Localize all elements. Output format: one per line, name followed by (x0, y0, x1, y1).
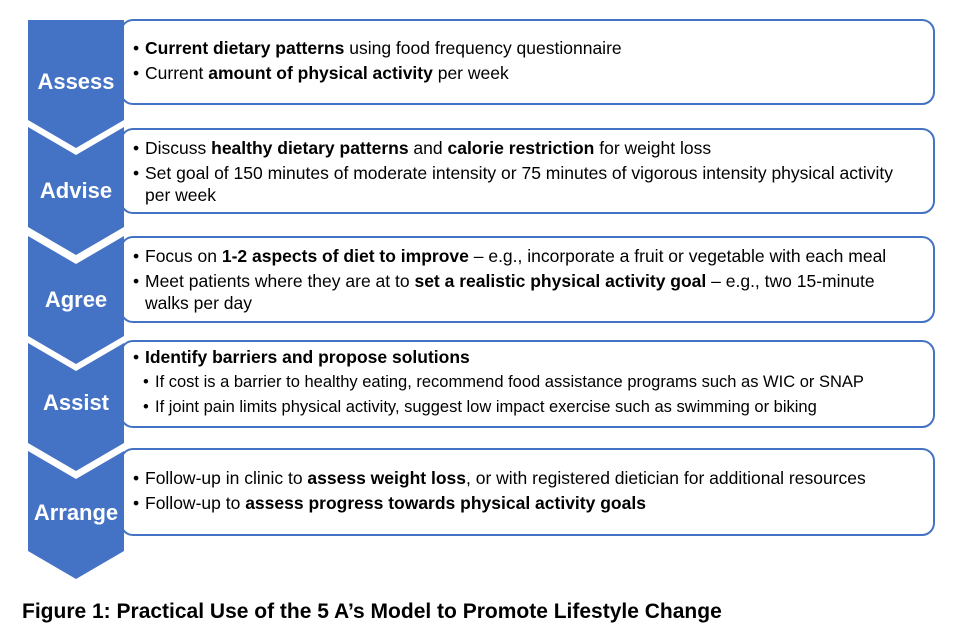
step-label-assess: Assess (37, 69, 115, 94)
text-run: Meet patients where they are at to (145, 271, 415, 291)
text-run: Follow-up in clinic to (145, 468, 308, 488)
text-run: Focus on (145, 246, 222, 266)
bullet-item (133, 62, 913, 84)
bold-text: Identify barriers and propose solutions (145, 347, 470, 367)
step-label-arrange: Arrange (33, 500, 119, 525)
bold-text: healthy dietary patterns (211, 138, 409, 158)
text-run: – e.g., incorporate a fruit or vegetable with each meal (468, 246, 887, 266)
step-text-assess (133, 37, 913, 87)
text-run: using food frequency questionnaire (344, 38, 622, 58)
text-run: Follow-up to (145, 493, 246, 513)
bullet-item (133, 346, 913, 368)
text-run: for weight loss (594, 138, 712, 158)
step-text-agree (133, 245, 913, 317)
text-run: If cost is a barrier to healthy eating, recommend food assistance programs such as WIC or SNAP (155, 373, 864, 391)
step-label-assist: Assist (42, 390, 110, 415)
bullet-item (133, 245, 913, 267)
bold-text: 1-2 aspects of diet to improve (221, 246, 469, 266)
text-run: Set goal of 150 minutes of moderate intensity or 75 minutes of vigorous intensity physical activity per week (145, 163, 894, 205)
text-run: , or with registered dietician for additional resources (465, 468, 866, 488)
text-run: Current (145, 63, 209, 83)
bold-text: calorie restriction (447, 138, 595, 158)
bullet-item (133, 162, 913, 206)
step-text-advise (133, 137, 913, 209)
text-run: If joint pain limits physical activity, suggest low impact exercise such as swimming or biking (155, 398, 817, 416)
bullet-item (133, 270, 913, 314)
text-run: per week (432, 63, 509, 83)
bullet-item (133, 492, 913, 514)
bold-text: assess progress towards physical activity goals (245, 493, 646, 513)
bullet-item (133, 467, 913, 489)
bullet-item (133, 137, 913, 159)
text-run: – e.g., two 15-minute walks per day (145, 271, 875, 313)
sub-bullet-item (143, 396, 913, 418)
bold-text: set a realistic physical activity goal (414, 271, 707, 291)
bullet-item (133, 37, 913, 59)
bold-text: assess weight loss (307, 468, 466, 488)
bold-text: amount of physical activity (208, 63, 433, 83)
sub-bullet-item (143, 371, 913, 393)
text-run: and (408, 138, 448, 158)
bold-text: Current dietary patterns (145, 38, 345, 58)
step-label-advise: Advise (39, 178, 113, 203)
text-run: Discuss (145, 138, 212, 158)
figure-caption: Figure 1: Practical Use of the 5 A’s Model to Promote Lifestyle Change (22, 600, 722, 623)
step-text-assist (133, 346, 913, 421)
step-label-agree: Agree (44, 287, 108, 312)
step-text-arrange (133, 467, 913, 517)
